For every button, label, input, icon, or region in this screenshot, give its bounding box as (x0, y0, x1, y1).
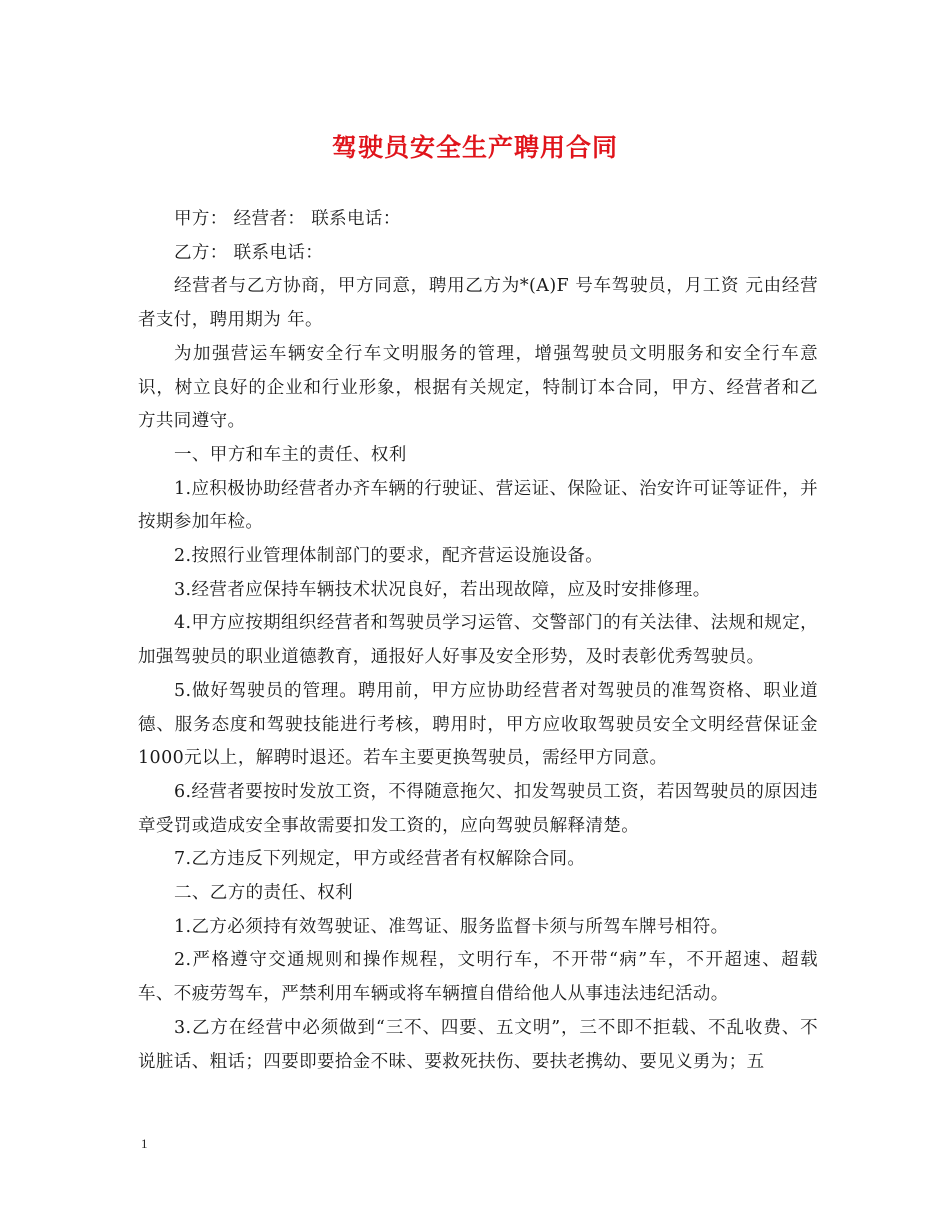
page-number: 1 (141, 1136, 148, 1151)
clause: 7.乙方违反下列规定，甲方或经营者有权解除合同。 (174, 849, 586, 870)
document-title: 驾驶员安全生产聘用合同 (331, 133, 618, 162)
clause: 4.甲方应按期组织经营者和驾驶员学习运管、交警部门的有关法律、法规和规定，加强驾驶员的职业道德教育，通报好人好事及安全形势，及时表彰优秀驾驶员。 (138, 613, 818, 668)
clause: 2.严格遵守交通规则和操作规程，文明行车，不开带“病”车，不开超速、超载车、不疲劳驾车，严禁利用车辆或将车辆擅自借给他人从事违法违纪活动。 (138, 950, 818, 1005)
clause: 5.做好驾驶员的管理。聘用前，甲方应协助经营者对驾驶员的准驾资格、职业道德、服务态度和驾驶技能进行考核，聘用时，甲方应收取驾驶员安全文明经营保证金1000元以上，解聘时退还。若车主要更换驾驶员，需经甲方同意。 (138, 680, 818, 769)
party-b-line: 乙方： 联系电话： (174, 242, 324, 263)
clause: 3.经营者应保持车辆技术状况良好，若出现故障，应及时安排修理。 (174, 579, 711, 600)
section-heading: 二、乙方的责任、权利 (174, 883, 353, 904)
clause: 3.乙方在经营中必须做到“三不、四要、五文明”，三不即不拒载、不乱收费、不说脏话、粗话；四要即要拾金不昧、要救死扶伤、要扶老携幼、要见义勇为；五 (138, 1017, 818, 1072)
clause: 1.应积极协助经营者办齐车辆的行驶证、营运证、保险证、治安许可证等证件，并按期参加年检。 (138, 478, 818, 533)
clause: 6.经营者要按时发放工资，不得随意拖欠、扣发驾驶员工资，若因驾驶员的原因违章受罚或造成安全事故需要扣发工资的，应向驾驶员解释清楚。 (138, 781, 818, 836)
paragraph: 为加强营运车辆安全行车文明服务的管理，增强驾驶员文明服务和安全行车意识，树立良好的企业和行业形象，根据有关规定，特制订本合同，甲方、经营者和乙方共同遵守。 (138, 343, 818, 432)
paragraph: 经营者与乙方协商，甲方同意，聘用乙方为*(A)F 号车驾驶员，月工资 元由经营者支付，聘用期为 年。 (138, 276, 818, 331)
document-body (138, 203, 818, 1079)
party-a-line: 甲方： 经营者： 联系电话： (174, 209, 401, 229)
clause: 2.按照行业管理体制部门的要求，配齐营运设施设备。 (174, 546, 604, 567)
clause: 1.乙方必须持有效驾驶证、准驾证、服务监督卡须与所驾车牌号相符。 (174, 916, 729, 937)
section-heading: 一、甲方和车主的责任、权利 (174, 444, 407, 465)
